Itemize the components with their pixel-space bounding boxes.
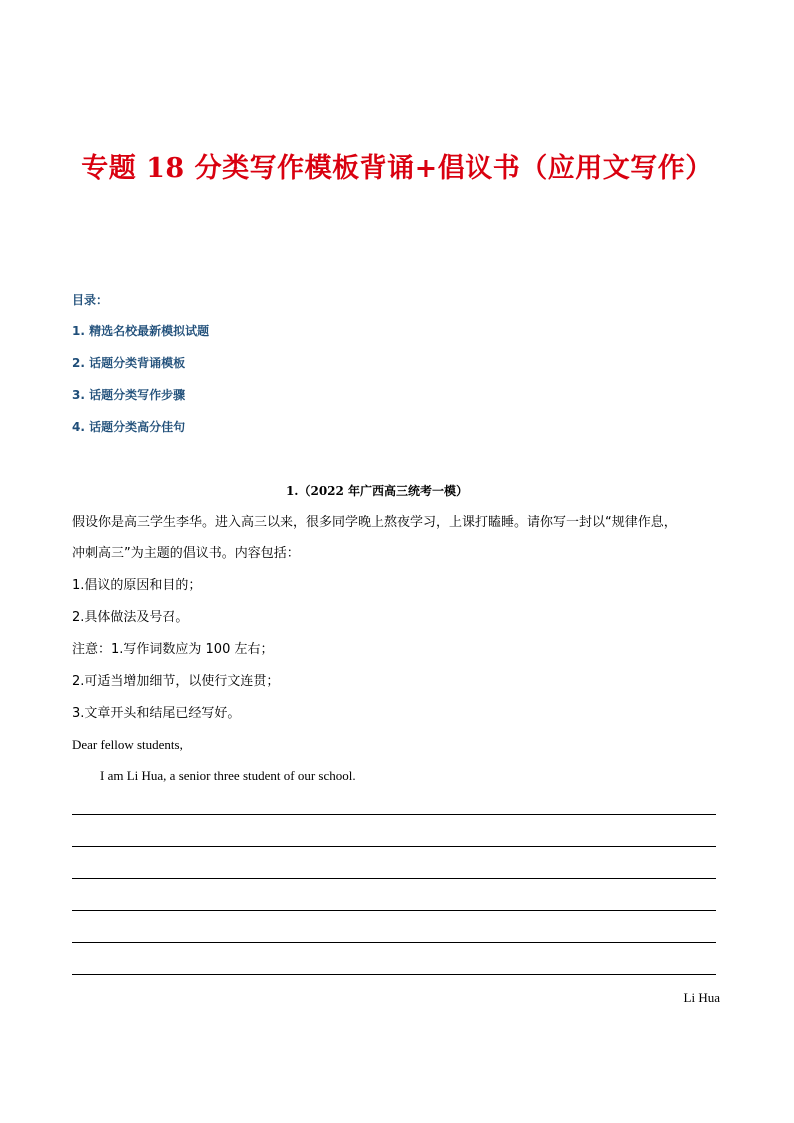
answer-line[interactable] (72, 910, 716, 911)
answer-line[interactable] (72, 846, 716, 847)
toc-item[interactable]: 4. 话题分类高分佳句 (72, 420, 186, 434)
question-title: 1.（2022 年广西高三统考一模） (285, 484, 469, 498)
toc-item[interactable]: 3. 话题分类写作步骤 (72, 388, 186, 402)
toc-item[interactable]: 1. 精选名校最新模拟试题 (72, 324, 210, 338)
answer-line[interactable] (72, 814, 716, 815)
toc-item[interactable]: 2. 话题分类背诵模板 (72, 356, 186, 370)
answer-line[interactable] (72, 974, 716, 975)
letter-salutation: Dear fellow students, (72, 737, 183, 752)
note-3: 3.文章开头和结尾已经写好。 (72, 706, 241, 721)
note-2: 2.可适当增加细节，以使行文连贯； (72, 674, 280, 689)
toc-heading: 目录： (72, 293, 109, 307)
note-1: 注意：1.写作词数应为 100 左右； (72, 642, 274, 657)
table-of-contents (72, 322, 209, 450)
content-point-2: 2.具体做法及号召。 (72, 610, 189, 625)
prompt-line-1: 假设你是高三学生李华。进入高三以来，很多同学晚上熬夜学习，上课打瞌睡。请你写一封以“规律作息， (72, 515, 677, 530)
letter-signature: Li Hua (683, 990, 720, 1005)
answer-line[interactable] (72, 942, 716, 943)
letter-opening: I am Li Hua, a senior three student of our school. (100, 768, 356, 783)
answer-line[interactable] (72, 878, 716, 879)
content-point-1: 1.倡议的原因和目的； (72, 578, 202, 593)
page-title: 专题 18 分类写作模板背诵+倡议书（应用文写作） (81, 153, 713, 184)
prompt-line-2: 冲刺高三”为主题的倡议书。内容包括： (72, 546, 300, 561)
